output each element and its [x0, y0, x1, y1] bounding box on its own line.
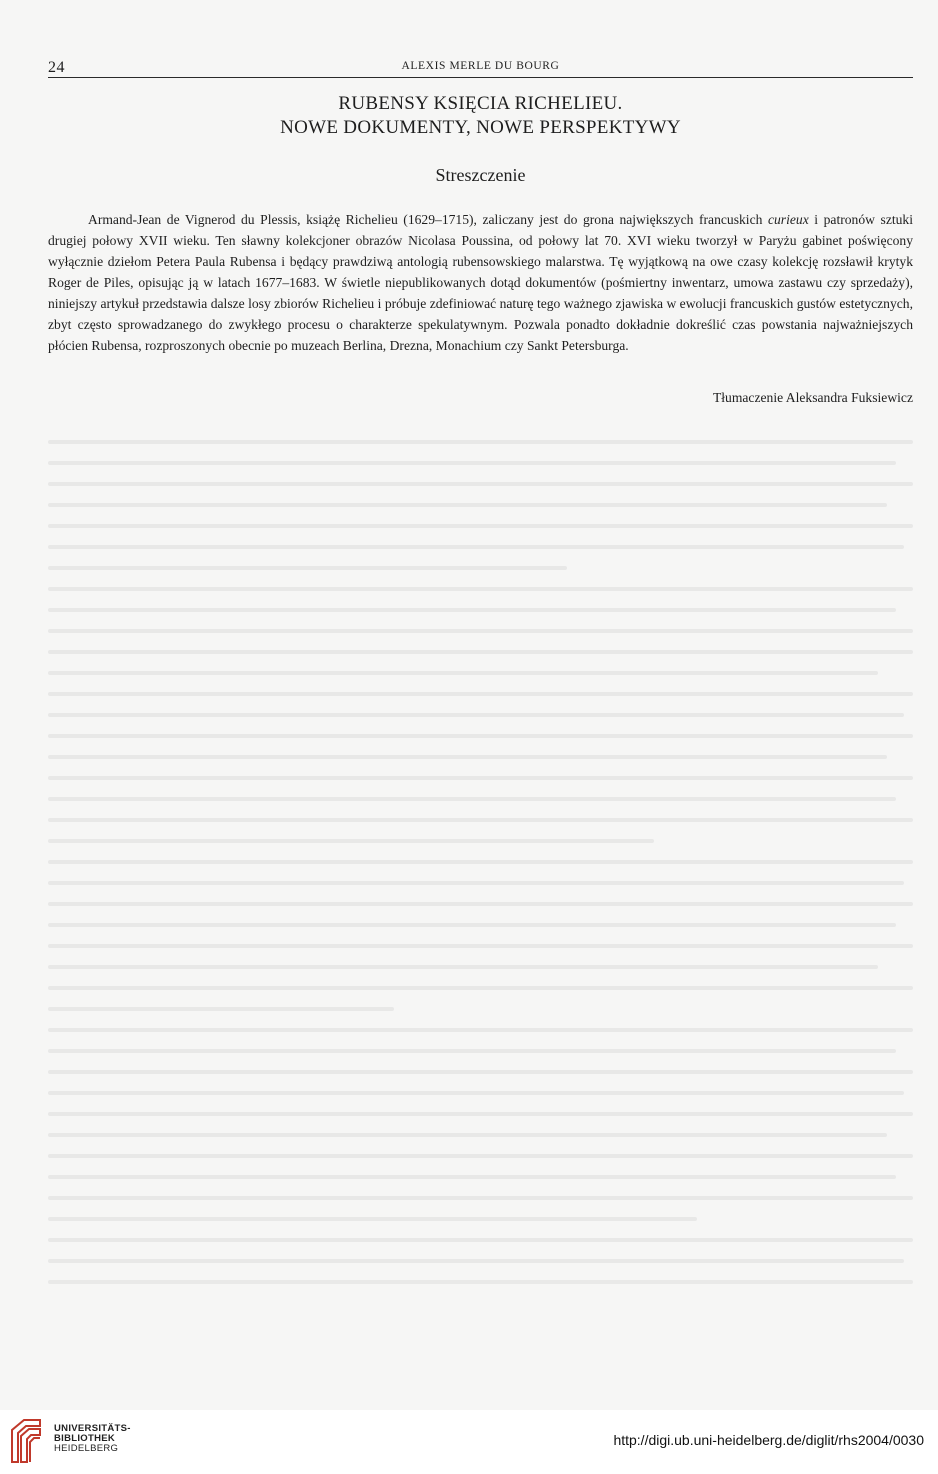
page-header — [48, 58, 913, 78]
library-name — [54, 1424, 131, 1454]
abstract-text-start: Armand-Jean de Vignerod du Plessis, książę Richelieu (1629–1715), zaliczany jest do grona największych francuskich — [88, 212, 768, 227]
heidelberg-library-logo-icon — [8, 1416, 44, 1466]
digitization-footer — [0, 1410, 938, 1474]
running-head: ALEXIS MERLE DU BOURG — [401, 60, 560, 72]
header-rule — [48, 77, 913, 78]
permalink-url[interactable]: http://digi.ub.uni-heidelberg.de/diglit/rhs2004/0030 — [613, 1432, 924, 1448]
article-title-line-2: NOWE DOKUMENTY, NOWE PERSPEKTYWY — [280, 117, 681, 138]
library-name-line-1: UNIVERSITÄTS- — [54, 1423, 131, 1434]
abstract-text-rest: i patronów sztuki drugiej połowy XVII wieku. Ten sławny kolekcjoner obrazów Nicolasa Poussina, od połowy lat 70. XVI wieku tworzył w Paryżu gabinet poświęcony wyłącznie dziełom Petera Paula Rubensa i będący prawdziwą antologią rubensowskiego malarstwa. Tę wyjątkową na owe czasy kolekcję rozsławił krytyk Roger de Piles, opisując ją w latach 1677–1683. W świetle niepublikowanych dotąd dokumentów (pośmiertny inwentarz, umowa zastawu czy sprzedaży), niniejszy artykuł przedstawia dalsze losy zbiorów Richelieu i próbuje zdefiniować naturę tego ważnego zjawiska w ewolucji francuskich gustów estetycznych, zbyt często sprowadzanego do zwykłego procesu o charakterze spekulatywnym. Pozwala ponadto dokładnie dokreślić czas powstania najważniejszych płócien Rubensa, rozproszonych obecnie po muzeach Berlina, Drezna, Monachium czy Sankt Petersburga. — [48, 212, 913, 353]
section-heading: Streszczenie — [435, 165, 526, 185]
abstract-italic-term: curieux — [767, 212, 809, 227]
article-title-line-1: RUBENSY KSIĘCIA RICHELIEU. — [338, 93, 623, 114]
library-name-line-3: HEIDELBERG — [54, 1443, 119, 1454]
bleed-through-texture — [48, 440, 913, 1300]
translator-credit: Tłumaczenie Aleksandra Fuksiewicz — [712, 390, 913, 405]
page-number: 24 — [48, 59, 65, 76]
library-name-line-2: BIBLIOTHEK — [54, 1433, 116, 1444]
abstract-paragraph — [48, 209, 913, 356]
